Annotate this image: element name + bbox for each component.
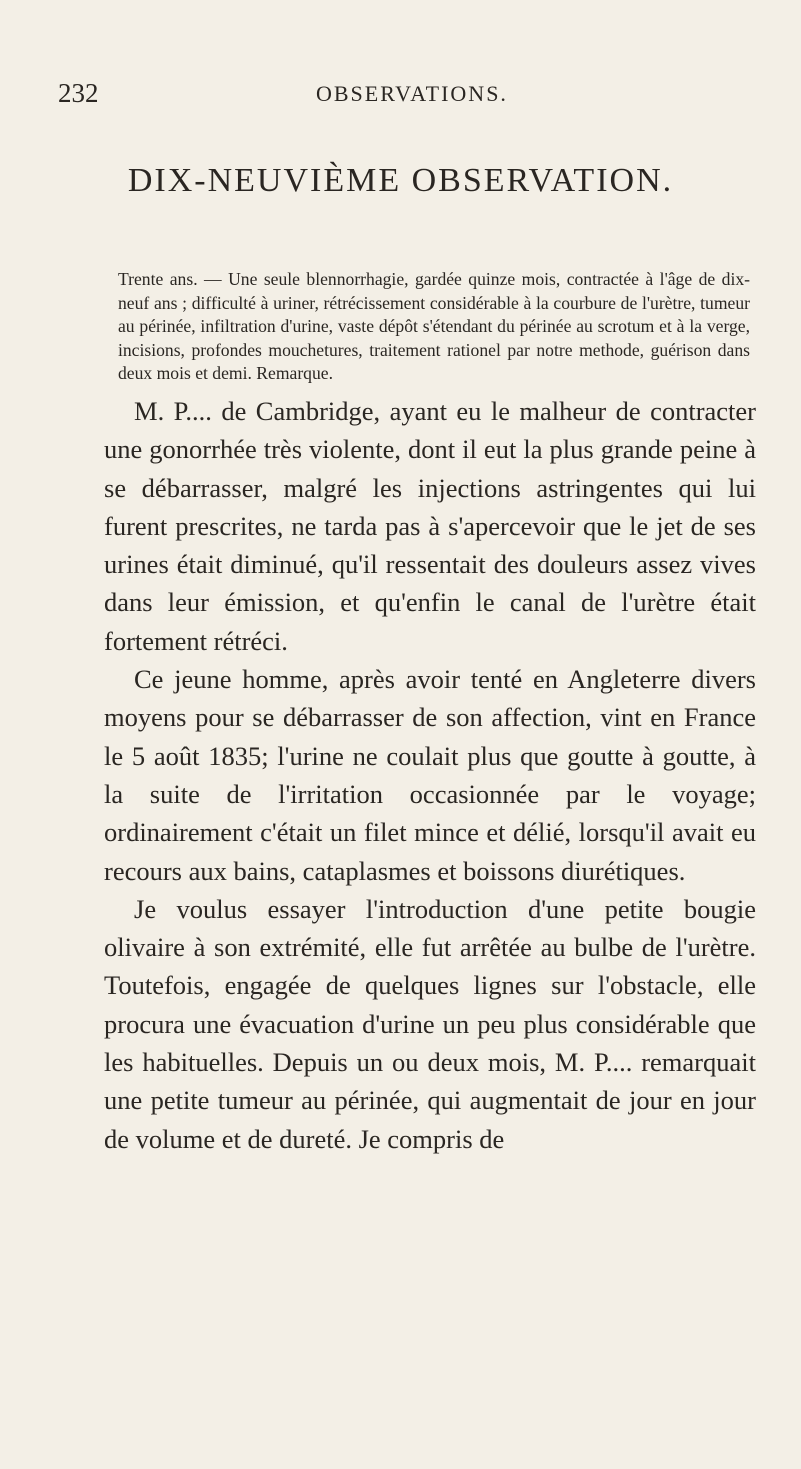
paragraph-1: M. P.... de Cambridge, ayant eu le malheur de contracter une gonorrhée très violente, dont il eut la plus grande peine à se débarrasser, malgré les injections astringentes qui lui furent prescrites, ne tarda pas à s'apercevoir que le jet de ses urines était diminué, qu'il ressentait des douleurs assez vives dans leur émission, et qu'enfin le canal de l'urètre était fortement rétréci. [104, 396, 756, 656]
observation-title: DIX-NEUVIÈME OBSERVATION. [127, 162, 674, 199]
paragraph-2: Ce jeune homme, après avoir tenté en Angleterre divers moyens pour se débarrasser de son affection, vint en France le 5 août 1835; l'urine ne coulait plus que goutte à goutte, à la suite de l'irritation occasionnée par le voyage; ordinairement c'était un filet mince et délié, lorsqu'il avait eu recours aux bains, cataplasmes et boissons diurétiques. [104, 664, 756, 886]
running-head: OBSERVATIONS. [316, 81, 508, 106]
page-number: 232 [58, 78, 99, 108]
observation-body [104, 392, 756, 1158]
observation-summary: Trente ans. — Une seule blennorrhagie, gardée quinze mois, contractée à l'âge de dix-neuf ans ; difficulté à uriner, rétrécissement considérable à la courbure de l'urètre, tumeur au périnée, infiltration d'urine, vaste dépôt s'étendant du périnée au scrotum et à la verge, incisions, profondes mouchetures, traitement rationel par notre methode, guérison dans deux mois et demi. Remarque. [118, 269, 750, 383]
page-header [58, 78, 698, 118]
paragraph-3: Je voulus essayer l'introduction d'une petite bougie olivaire à son extrémité, elle fut arrêtée au bulbe de l'urètre. Toutefois, engagée de quelques lignes sur l'obstacle, elle procura une évacuation d'urine un peu plus considérable que les habituelles. Depuis un ou deux mois, M. P.... remarquait une petite tumeur au périnée, qui augmentait de jour en jour de volume et de dureté. Je compris de [104, 893, 756, 1154]
